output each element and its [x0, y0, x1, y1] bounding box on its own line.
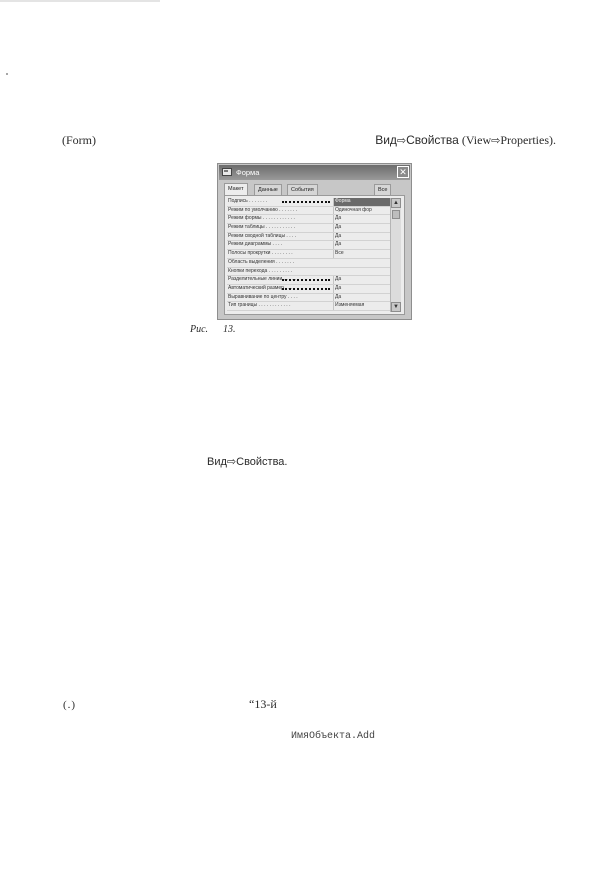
property-value[interactable]: Одиночная фор [333, 207, 393, 215]
property-value[interactable]: Да [333, 241, 393, 249]
menu-item-view-ru: Вид [375, 133, 397, 147]
property-name: Режим формы . . . . . . . . . . . . [228, 215, 295, 222]
property-row[interactable] [227, 259, 391, 268]
menu-item-properties-en: Properties). [500, 133, 556, 147]
property-value[interactable]: Да [333, 294, 393, 302]
figure-caption [190, 324, 236, 335]
window-titlebar [219, 165, 410, 180]
property-name: Разделительные линии . . . . . [228, 276, 297, 283]
property-name: Режим таблицы . . . . . . . . . . . [228, 224, 296, 231]
property-name: Полосы прокрутки . . . . . . . . [228, 250, 293, 257]
property-name: Тип границы . . . . . . . . . . . . [228, 302, 291, 309]
code-snippet: ИмяОбъекта.Add [291, 731, 376, 742]
dotted-underline [282, 201, 330, 203]
property-name: Автоматический размер . . . . [228, 284, 296, 291]
arrow-icon: ⇨ [491, 134, 501, 147]
property-row[interactable] [227, 294, 391, 303]
dotted-underline [282, 288, 330, 290]
stray-mark [6, 73, 8, 75]
property-row[interactable] [227, 276, 391, 285]
tab-layout[interactable]: Макет [224, 183, 248, 195]
vertical-scrollbar[interactable] [390, 198, 401, 312]
tab-events[interactable]: События [287, 184, 318, 195]
form-properties-window [217, 163, 412, 320]
menu-item-properties-ru: Свойства [406, 133, 459, 147]
property-value[interactable]: Да [333, 224, 393, 232]
property-row[interactable] [227, 224, 391, 233]
menu-item-properties: Свойства. [236, 456, 288, 468]
menu-item-view-en: (View [461, 133, 492, 147]
close-icon[interactable]: ✕ [397, 166, 409, 178]
form-label: (Form) [62, 133, 96, 147]
caption-number: 13. [223, 324, 236, 335]
property-name: Кнопки перехода . . . . . . . . . [228, 267, 293, 274]
property-row[interactable] [227, 250, 391, 259]
arrow-icon: ⇨ [396, 134, 407, 147]
property-name: Режим диаграммы . . . . [228, 241, 283, 248]
property-row[interactable] [227, 285, 391, 294]
property-value[interactable]: Форма [333, 198, 393, 206]
property-value[interactable]: Изменяемая [333, 302, 393, 310]
paren-fragment: (.) [63, 699, 77, 711]
form-icon [222, 168, 232, 176]
property-name: Выравнивание по центру . . . . [228, 293, 298, 300]
menu-path-line [375, 133, 556, 148]
scroll-down-icon[interactable]: ▼ [391, 302, 401, 312]
caption-prefix: Рис. [190, 324, 209, 335]
menu-item-view: Вид [207, 456, 227, 468]
property-value[interactable]: Да [333, 215, 393, 223]
properties-panel [224, 195, 405, 315]
property-name: Область выделения . . . . . . . [228, 258, 295, 265]
property-value[interactable]: Да [333, 233, 393, 241]
property-name: Подпись . . . . . . . [228, 198, 268, 204]
property-row[interactable] [227, 207, 391, 216]
property-name: Режим сводной таблицы . . . . [228, 232, 297, 239]
property-row[interactable] [227, 198, 391, 207]
property-value[interactable]: Все [333, 250, 393, 258]
property-row[interactable] [227, 215, 391, 224]
arrow-icon: ⇨ [226, 455, 237, 468]
menu-path-line-2 [207, 455, 287, 468]
tab-all[interactable]: Все [374, 184, 391, 195]
dotted-underline [282, 279, 330, 281]
property-list [227, 198, 391, 311]
top-rule [0, 0, 160, 2]
property-tabs [224, 184, 405, 195]
property-row[interactable] [227, 241, 391, 250]
property-row[interactable] [227, 302, 391, 311]
scroll-thumb[interactable] [392, 210, 400, 219]
property-row[interactable] [227, 268, 391, 277]
window-title: Форма [236, 168, 260, 177]
property-value[interactable]: Да [333, 276, 393, 284]
quote-fragment: “13-й [249, 697, 277, 711]
property-name: Режим по умолчанию . . . . . . . [228, 206, 298, 213]
property-row[interactable] [227, 233, 391, 242]
property-value[interactable]: Да [333, 285, 393, 293]
tab-data[interactable]: Данные [254, 184, 282, 195]
scroll-up-icon[interactable]: ▲ [391, 198, 401, 208]
